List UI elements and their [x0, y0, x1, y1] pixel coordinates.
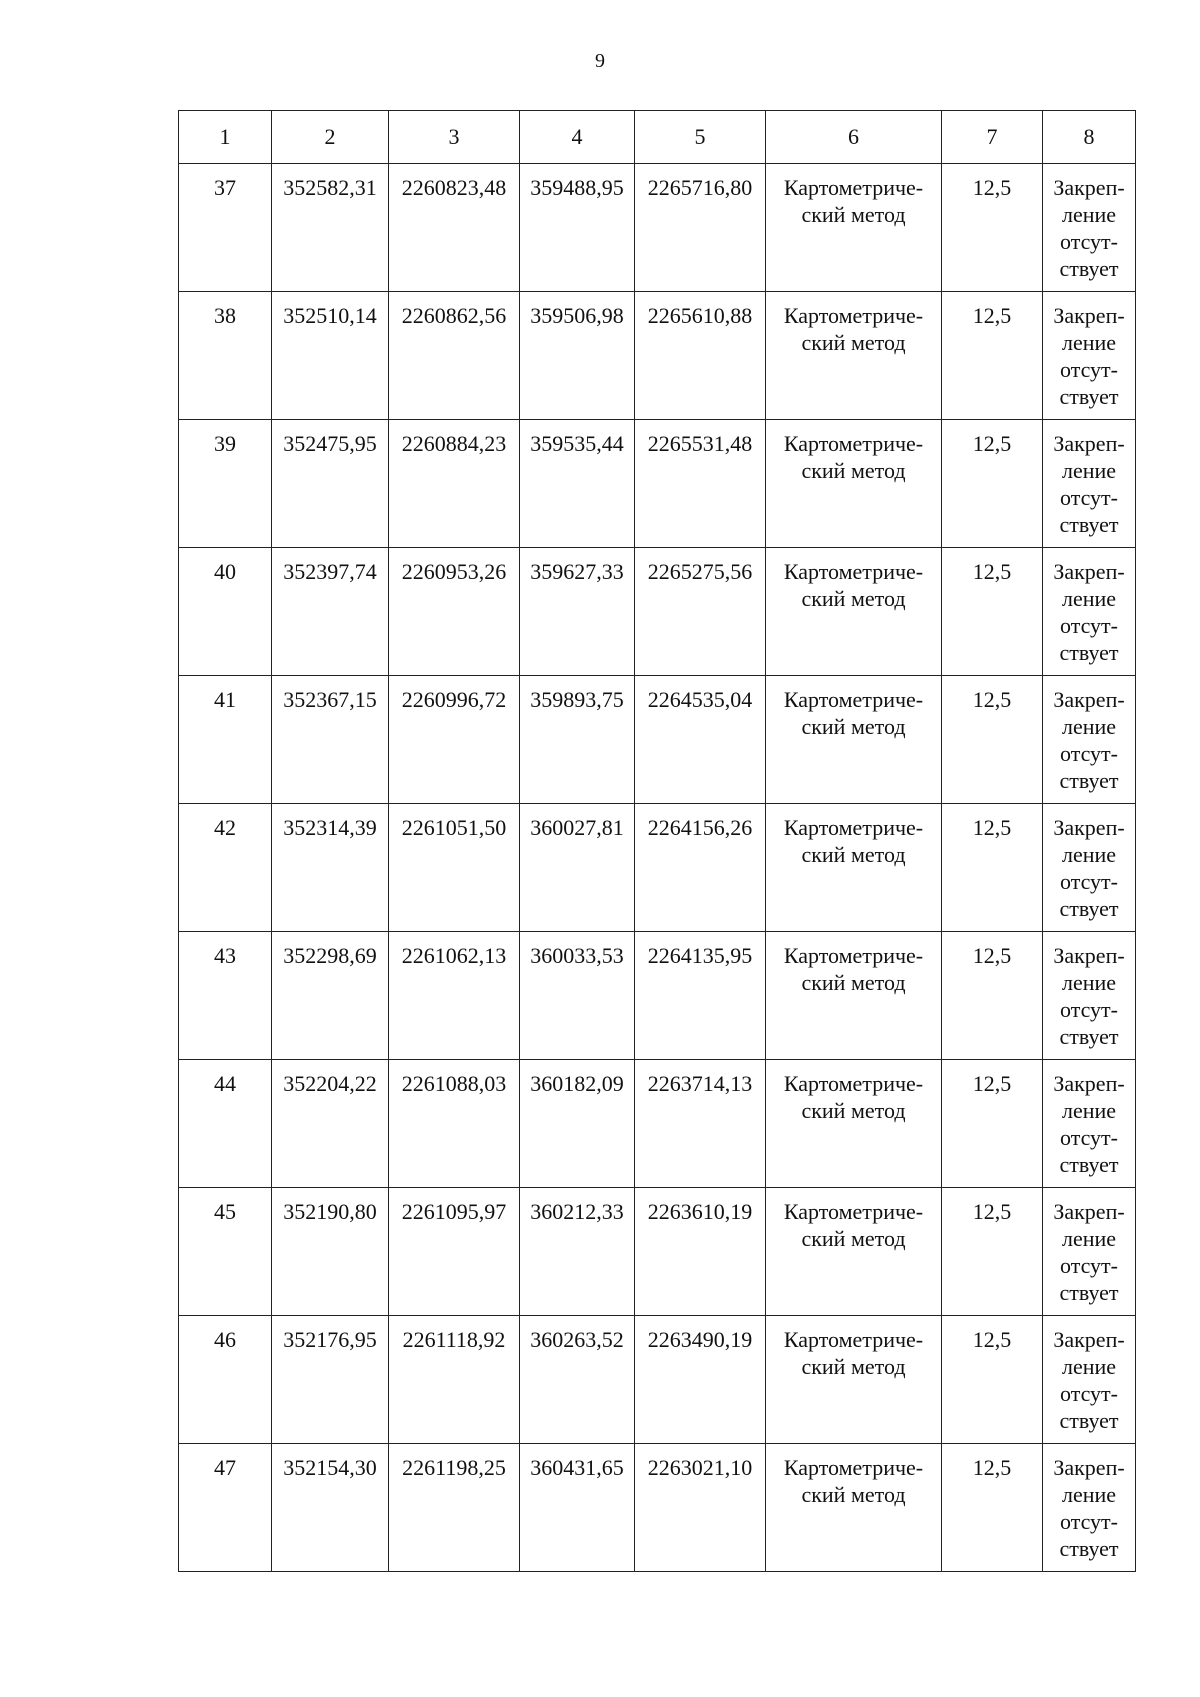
coordinate-cell: 2260823,48: [389, 164, 520, 292]
coordinate-cell: 2260953,26: [389, 548, 520, 676]
column-header: 8: [1043, 111, 1136, 164]
column-header: 6: [766, 111, 942, 164]
fixing-cell-line: ление: [1061, 1226, 1117, 1251]
coordinate-cell: 359488,95: [520, 164, 635, 292]
coordinate-cell: 2263714,13: [635, 1060, 766, 1188]
fixing-cell-line: отсут-: [1059, 1125, 1118, 1150]
coordinate-cell: 2264535,04: [635, 676, 766, 804]
coordinate-cell: 2263021,10: [635, 1444, 766, 1572]
point-number-cell: 46: [179, 1316, 272, 1444]
method-cell: [766, 164, 942, 292]
point-number-cell: 38: [179, 292, 272, 420]
column-header: 2: [272, 111, 389, 164]
boundary-points-table: [178, 110, 1136, 1572]
fixing-cell: [1043, 676, 1136, 804]
method-cell: [766, 420, 942, 548]
fixing-cell-line: отсут-: [1059, 741, 1118, 766]
accuracy-cell: 12,5: [942, 548, 1043, 676]
method-cell: [766, 292, 942, 420]
method-cell-line: Картометриче-: [783, 1327, 924, 1352]
method-cell-line: Картометриче-: [783, 1455, 924, 1480]
table-row: [179, 1188, 1136, 1316]
page-number: 9: [595, 50, 605, 72]
point-number-cell: 42: [179, 804, 272, 932]
fixing-cell: [1043, 548, 1136, 676]
method-cell-line: ский метод: [801, 586, 906, 611]
method-cell: [766, 1060, 942, 1188]
method-cell: [766, 676, 942, 804]
coordinate-cell: 2261051,50: [389, 804, 520, 932]
method-cell-line: Картометриче-: [783, 1199, 924, 1224]
fixing-cell-line: ствует: [1059, 384, 1119, 409]
fixing-cell-line: ление: [1061, 330, 1117, 355]
coordinate-cell: 2261198,25: [389, 1444, 520, 1572]
coordinate-cell: 2261095,97: [389, 1188, 520, 1316]
fixing-cell: [1043, 292, 1136, 420]
column-header: 1: [179, 111, 272, 164]
coordinate-cell: 359535,44: [520, 420, 635, 548]
fixing-cell: [1043, 420, 1136, 548]
accuracy-cell: 12,5: [942, 164, 1043, 292]
fixing-cell-line: Закреп-: [1053, 1327, 1125, 1352]
fixing-cell-line: Закреп-: [1053, 303, 1125, 328]
method-cell-line: Картометриче-: [783, 815, 924, 840]
coordinate-cell: 360431,65: [520, 1444, 635, 1572]
point-number-cell: 37: [179, 164, 272, 292]
method-cell: [766, 548, 942, 676]
coordinate-cell: 2265716,80: [635, 164, 766, 292]
point-number-cell: 47: [179, 1444, 272, 1572]
point-number-cell: 44: [179, 1060, 272, 1188]
coordinate-cell: 2260996,72: [389, 676, 520, 804]
coordinate-cell: 2261088,03: [389, 1060, 520, 1188]
method-cell-line: ский метод: [801, 1226, 906, 1251]
fixing-cell-line: Закреп-: [1053, 175, 1125, 200]
accuracy-cell: 12,5: [942, 292, 1043, 420]
fixing-cell-line: ствует: [1059, 896, 1119, 921]
fixing-cell-line: ствует: [1059, 512, 1119, 537]
fixing-cell-line: отсут-: [1059, 1381, 1118, 1406]
method-cell-line: Картометриче-: [783, 431, 924, 456]
coordinate-cell: 352298,69: [272, 932, 389, 1060]
fixing-cell-line: отсут-: [1059, 1253, 1118, 1278]
point-number-cell: 40: [179, 548, 272, 676]
method-cell-line: ский метод: [801, 1482, 906, 1507]
method-cell-line: ский метод: [801, 330, 906, 355]
table-body: [179, 164, 1136, 1572]
fixing-cell-line: Закреп-: [1053, 559, 1125, 584]
coordinate-cell: 2261118,92: [389, 1316, 520, 1444]
fixing-cell-line: Закреп-: [1053, 1071, 1125, 1096]
table-row: [179, 1316, 1136, 1444]
column-header: 3: [389, 111, 520, 164]
coordinate-cell: 352475,95: [272, 420, 389, 548]
accuracy-cell: 12,5: [942, 1316, 1043, 1444]
fixing-cell-line: ление: [1061, 202, 1117, 227]
fixing-cell-line: ление: [1061, 586, 1117, 611]
coordinate-cell: 352154,30: [272, 1444, 389, 1572]
fixing-cell-line: ствует: [1059, 256, 1119, 281]
fixing-cell: [1043, 164, 1136, 292]
coordinate-cell: 359893,75: [520, 676, 635, 804]
fixing-cell-line: Закреп-: [1053, 815, 1125, 840]
point-number-cell: 41: [179, 676, 272, 804]
method-cell-line: Картометриче-: [783, 559, 924, 584]
method-cell-line: ский метод: [801, 202, 906, 227]
method-cell-line: Картометриче-: [783, 943, 924, 968]
coordinate-cell: 2260884,23: [389, 420, 520, 548]
table-row: [179, 548, 1136, 676]
fixing-cell-line: отсут-: [1059, 357, 1118, 382]
coordinate-cell: 352176,95: [272, 1316, 389, 1444]
method-cell-line: ский метод: [801, 458, 906, 483]
coordinate-cell: 2263490,19: [635, 1316, 766, 1444]
coordinate-cell: 352510,14: [272, 292, 389, 420]
fixing-cell-line: Закреп-: [1053, 943, 1125, 968]
coordinate-cell: 359627,33: [520, 548, 635, 676]
fixing-cell-line: ление: [1061, 970, 1117, 995]
column-header: 5: [635, 111, 766, 164]
fixing-cell-line: отсут-: [1059, 485, 1118, 510]
fixing-cell-line: отсут-: [1059, 1509, 1118, 1534]
column-header: 4: [520, 111, 635, 164]
fixing-cell-line: ление: [1061, 1482, 1117, 1507]
coordinate-cell: 2265275,56: [635, 548, 766, 676]
method-cell-line: Картометриче-: [783, 1071, 924, 1096]
table-row: [179, 1444, 1136, 1572]
fixing-cell-line: ствует: [1059, 1408, 1119, 1433]
fixing-cell-line: ствует: [1059, 1152, 1119, 1177]
fixing-cell: [1043, 1444, 1136, 1572]
fixing-cell: [1043, 932, 1136, 1060]
table-row: [179, 804, 1136, 932]
fixing-cell-line: ствует: [1059, 1024, 1119, 1049]
coordinate-cell: 352204,22: [272, 1060, 389, 1188]
point-number-cell: 39: [179, 420, 272, 548]
table-row: [179, 164, 1136, 292]
method-cell-line: Картометриче-: [783, 175, 924, 200]
fixing-cell-line: отсут-: [1059, 613, 1118, 638]
method-cell: [766, 932, 942, 1060]
coordinate-cell: 360182,09: [520, 1060, 635, 1188]
fixing-cell-line: ствует: [1059, 768, 1119, 793]
fixing-cell-line: отсут-: [1059, 997, 1118, 1022]
fixing-cell-line: Закреп-: [1053, 1199, 1125, 1224]
table-row: [179, 932, 1136, 1060]
table-row: [179, 420, 1136, 548]
method-cell-line: ский метод: [801, 1354, 906, 1379]
coordinate-cell: 2264135,95: [635, 932, 766, 1060]
coordinate-cell: 360263,52: [520, 1316, 635, 1444]
fixing-cell-line: ление: [1061, 714, 1117, 739]
table-row: [179, 1060, 1136, 1188]
fixing-cell-line: ствует: [1059, 1536, 1119, 1561]
method-cell: [766, 1316, 942, 1444]
coordinate-cell: 352582,31: [272, 164, 389, 292]
table-header-row: [179, 111, 1136, 164]
fixing-cell-line: Закреп-: [1053, 687, 1125, 712]
accuracy-cell: 12,5: [942, 1188, 1043, 1316]
column-header: 7: [942, 111, 1043, 164]
fixing-cell: [1043, 1060, 1136, 1188]
coordinate-cell: 360027,81: [520, 804, 635, 932]
coordinate-cell: 2261062,13: [389, 932, 520, 1060]
coordinate-cell: 2265610,88: [635, 292, 766, 420]
coordinate-cell: 2264156,26: [635, 804, 766, 932]
method-cell-line: ский метод: [801, 842, 906, 867]
coordinate-cell: 2263610,19: [635, 1188, 766, 1316]
method-cell-line: ский метод: [801, 1098, 906, 1123]
fixing-cell-line: ление: [1061, 842, 1117, 867]
fixing-cell-line: ствует: [1059, 640, 1119, 665]
method-cell: [766, 804, 942, 932]
method-cell: [766, 1188, 942, 1316]
coordinate-cell: 352314,39: [272, 804, 389, 932]
fixing-cell-line: ствует: [1059, 1280, 1119, 1305]
method-cell-line: ский метод: [801, 714, 906, 739]
coordinate-cell: 360212,33: [520, 1188, 635, 1316]
coordinate-cell: 352367,15: [272, 676, 389, 804]
table-row: [179, 676, 1136, 804]
accuracy-cell: 12,5: [942, 420, 1043, 548]
accuracy-cell: 12,5: [942, 676, 1043, 804]
fixing-cell-line: ление: [1061, 1098, 1117, 1123]
point-number-cell: 45: [179, 1188, 272, 1316]
fixing-cell-line: ление: [1061, 458, 1117, 483]
point-number-cell: 43: [179, 932, 272, 1060]
method-cell-line: ский метод: [801, 970, 906, 995]
fixing-cell: [1043, 1316, 1136, 1444]
fixing-cell-line: Закреп-: [1053, 1455, 1125, 1480]
accuracy-cell: 12,5: [942, 1060, 1043, 1188]
accuracy-cell: 12,5: [942, 932, 1043, 1060]
method-cell: [766, 1444, 942, 1572]
method-cell-line: Картометриче-: [783, 303, 924, 328]
accuracy-cell: 12,5: [942, 1444, 1043, 1572]
method-cell-line: Картометриче-: [783, 687, 924, 712]
coordinate-cell: 2260862,56: [389, 292, 520, 420]
coordinate-cell: 2265531,48: [635, 420, 766, 548]
accuracy-cell: 12,5: [942, 804, 1043, 932]
table-row: [179, 292, 1136, 420]
coordinate-cell: 359506,98: [520, 292, 635, 420]
fixing-cell-line: отсут-: [1059, 229, 1118, 254]
fixing-cell-line: отсут-: [1059, 869, 1118, 894]
coordinate-cell: 352397,74: [272, 548, 389, 676]
fixing-cell-line: Закреп-: [1053, 431, 1125, 456]
fixing-cell: [1043, 1188, 1136, 1316]
fixing-cell: [1043, 804, 1136, 932]
coordinate-cell: 352190,80: [272, 1188, 389, 1316]
coordinate-cell: 360033,53: [520, 932, 635, 1060]
fixing-cell-line: ление: [1061, 1354, 1117, 1379]
